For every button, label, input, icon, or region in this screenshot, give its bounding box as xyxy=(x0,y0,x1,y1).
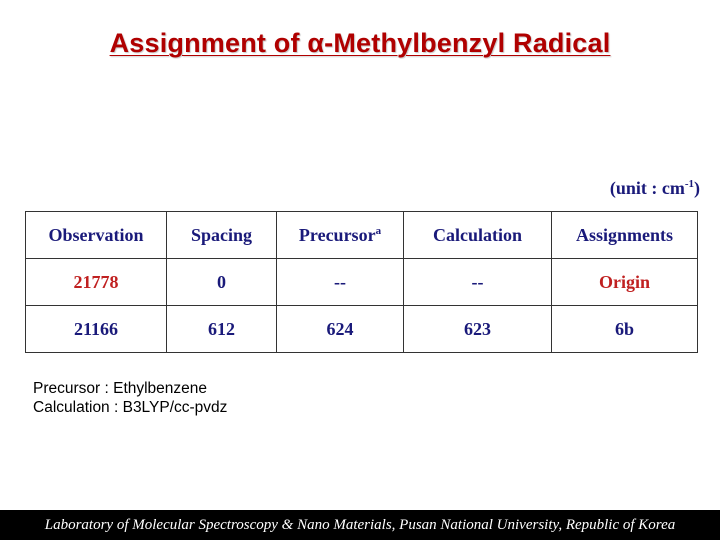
table-row xyxy=(26,306,698,353)
cell-precursor: 624 xyxy=(277,306,404,353)
cell-spacing: 612 xyxy=(167,306,277,353)
cell-calculation: -- xyxy=(404,259,552,306)
assignment-table xyxy=(25,211,698,353)
header-precursor-label: Precursor xyxy=(298,224,376,245)
slide-title: Assignment of α-Methylbenzyl Radical xyxy=(109,28,611,58)
note-precursor: Precursor : Ethylbenzene xyxy=(33,380,208,397)
cell-spacing: 0 xyxy=(167,259,277,306)
header-calculation-label: Calculation xyxy=(432,224,522,245)
unit-note-suffix: ) xyxy=(694,178,700,198)
footer-text: Laboratory of Molecular Spectroscopy & Nano Materials, Pusan National University, Republic of Korea xyxy=(44,517,676,533)
unit-note-superscript: -1 xyxy=(684,178,694,190)
cell-assignment: 6b xyxy=(552,306,698,353)
unit-note xyxy=(610,178,700,199)
header-spacing-label: Spacing xyxy=(190,224,253,245)
header-observation-label: Observation xyxy=(48,224,144,245)
header-precursor-footnote-mark: a xyxy=(375,224,382,237)
header-assignments-label: Assignments xyxy=(575,224,673,245)
cell-assignment: Origin xyxy=(552,259,698,306)
header-precursor xyxy=(277,212,404,259)
cell-precursor: -- xyxy=(277,259,404,306)
table-header-row xyxy=(26,212,698,259)
header-observation xyxy=(26,212,167,259)
unit-note-prefix: (unit : cm xyxy=(609,178,685,198)
cell-observation: 21778 xyxy=(26,259,167,306)
cell-observation: 21166 xyxy=(26,306,167,353)
header-spacing xyxy=(167,212,277,259)
notes xyxy=(33,379,227,417)
table-row xyxy=(26,259,698,306)
note-calculation: Calculation : B3LYP/cc-pvdz xyxy=(33,399,228,416)
footer-bar xyxy=(0,510,720,540)
cell-calculation: 623 xyxy=(404,306,552,353)
header-assignments xyxy=(552,212,698,259)
header-calculation xyxy=(404,212,552,259)
